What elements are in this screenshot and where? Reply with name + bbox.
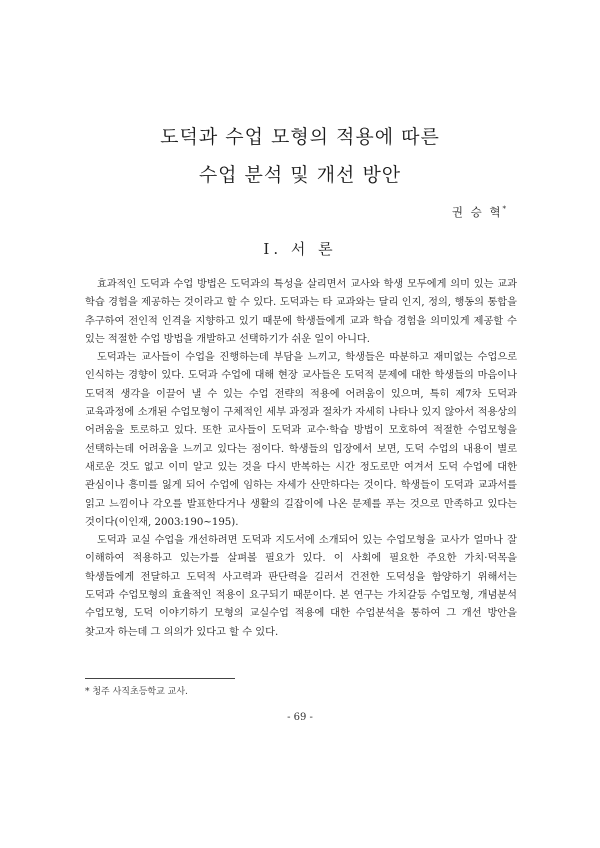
author-footnote-mark: * xyxy=(502,205,508,214)
paragraph-2: 도덕과는 교사들이 수업을 진행하는데 부담을 느끼고, 학생들은 따분하고 재미없는 수업으로 인식하는 경향이 있다. 도덕과 수업에 대해 현장 교사들은 도덕적 문제에 대한 학생들의 마음이나 도덕적 생각을 이끌어 낼 수 있는 수업 전략의 적용에 어려움이 있으며, 특히 제7차 도덕과 교육과정에 소개된 수업모형이 구체적인 세부 과정과 절차가 자세히 나타나 있지 않아서 적용상의 어려움을 토로하고 있다. 또한 교사들이 도덕과 교수·학습 방법이 모호하여 적절한 수업모형을 선택하는데 어려움을 느끼고 있다는 점이다. 학생들의 입장에서 보면, 도덕 수업의 내용이 별로 새로운 것도 없고 이미 알고 있는 것을 다시 반복하는 시간 정도로만 여겨서 도덕 수업에 대한 관심이나 흥미를 잃게 되어 수업에 임하는 자세가 산만하다는 것이다. 학생들이 도덕과 교과서를 읽고 느낌이나 각오를 발표한다거나 생활의 길잡이에 나온 문제를 푸는 것으로 만족하고 있다는 것이다(이인재, 2003:190~195). xyxy=(85,352,517,528)
footnote: * 청주 사직초등학교 교사. xyxy=(85,687,188,697)
paper-title-line-2: 수업 분석 및 개선 방안 xyxy=(198,164,402,186)
paragraph-1: 효과적인 도덕과 수업 방법은 도덕과의 특성을 살리면서 교사와 학생 모두에게 의미 있는 교과 학습 경험을 제공하는 것이라고 할 수 있다. 도덕과는 타 교과와는 달리 인지, 정의, 행동의 통합을 추구하여 전인적 인격을 지향하고 있기 때문에 학생들에게 교과 학습 경험을 의미있게 제공할 수 있는 적절한 수업 방법을 개발하고 선택하기가 쉬운 일이 아니다. xyxy=(85,279,517,345)
footnote-divider xyxy=(85,678,235,679)
body-text xyxy=(85,276,517,642)
paragraph-3: 도덕과 교실 수업을 개선하려면 도덕과 지도서에 소개되어 있는 수업모형을 교사가 얼마나 잘 이해하여 적용하고 있는가를 살펴볼 필요가 있다. 이 사회에 필요한 주요한 가치·덕목을 학생들에게 전달하고 도덕적 사고력과 판단력을 길러서 건전한 도덕성을 함양하기 위해서는 도덕과 수업모형의 효율적인 적용이 요구되기 때문이다. 본 연구는 가치갈등 수업모형, 개념분석 수업모형, 도덕 이야기하기 모형의 교실수업 적용에 대한 수업분석을 통하여 그 개선 방안을 찾고자 하는데 그 의의가 있다고 할 수 있다. xyxy=(85,535,517,638)
author-name xyxy=(452,204,508,220)
author-name-text: 권 승 혁 xyxy=(451,205,503,219)
paper-title-line-1: 도덕과 수업 모형의 적용에 따른 xyxy=(160,126,440,148)
page-number: - 69 - xyxy=(287,712,313,723)
section-heading: Ⅰ. 서 론 xyxy=(263,240,337,258)
